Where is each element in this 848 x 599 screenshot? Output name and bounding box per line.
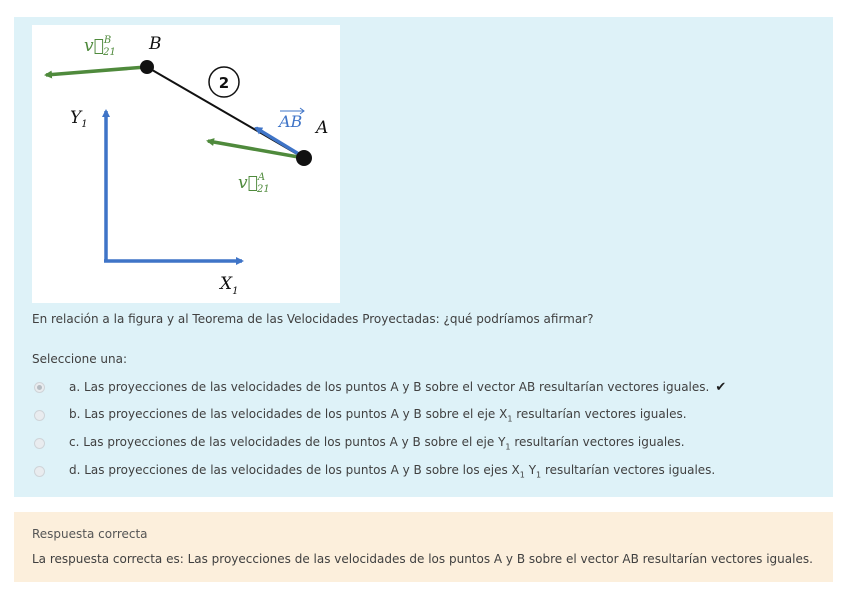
radio-a[interactable] xyxy=(34,382,45,393)
answer-d-text: d. Las proyecciones de las velocidades de los puntos A y B sobre los ejes $X_1$ $Y_1$ resultarían vectores iguales. xyxy=(69,462,716,480)
answer-list xyxy=(34,373,726,485)
answer-c-text: c. Las proyecciones de las velocidades de los puntos A y B sobre el eje $Y_1$ resultarían vectores iguales. xyxy=(69,434,685,452)
label-ab: AB xyxy=(279,112,303,131)
answer-option-c[interactable] xyxy=(34,429,726,457)
answer-a-text: a. Las proyecciones de las velocidades de los puntos A y B sobre el vector AB resultarían vectores iguales. xyxy=(69,380,710,394)
feedback-text: La respuesta correcta es: Las proyecciones de las velocidades de los puntos A y B sobre el vector AB resultarían vectores iguales. xyxy=(32,552,813,566)
radio-c[interactable] xyxy=(34,438,45,449)
select-prompt: Seleccione una: xyxy=(32,352,127,366)
point-a xyxy=(296,150,312,166)
radio-b[interactable] xyxy=(34,410,45,421)
question-panel xyxy=(14,17,833,497)
body-number: 2 xyxy=(218,74,230,92)
answer-option-d[interactable] xyxy=(34,457,726,485)
answer-option-b[interactable] xyxy=(34,401,726,429)
feedback-status: Respuesta correcta xyxy=(32,527,148,541)
point-b xyxy=(140,60,154,74)
velocity-b-arrow xyxy=(46,67,146,75)
label-v21b: v⃗$^B$ 21 xyxy=(84,35,116,58)
label-a: A xyxy=(316,118,329,138)
label-b: B xyxy=(149,34,162,54)
label-v21a: v⃗$^A$ 21 xyxy=(238,172,270,195)
figure-svg xyxy=(32,25,340,303)
check-icon: ✔ xyxy=(715,379,727,395)
radio-d[interactable] xyxy=(34,466,45,477)
label-y1: $Y_1$ xyxy=(70,108,88,130)
answer-b-text: b. Las proyecciones de las velocidades de los puntos A y B sobre el eje $X_1$ resultarían vectores iguales. xyxy=(69,406,687,424)
feedback-panel xyxy=(14,512,833,582)
label-x1: $X_1$ xyxy=(220,274,239,297)
answer-option-a[interactable] xyxy=(34,373,726,401)
kinematics-figure xyxy=(32,25,340,303)
question-text: En relación a la figura y al Teorema de las Velocidades Proyectadas: ¿qué podríamos afirmar? xyxy=(32,312,594,326)
